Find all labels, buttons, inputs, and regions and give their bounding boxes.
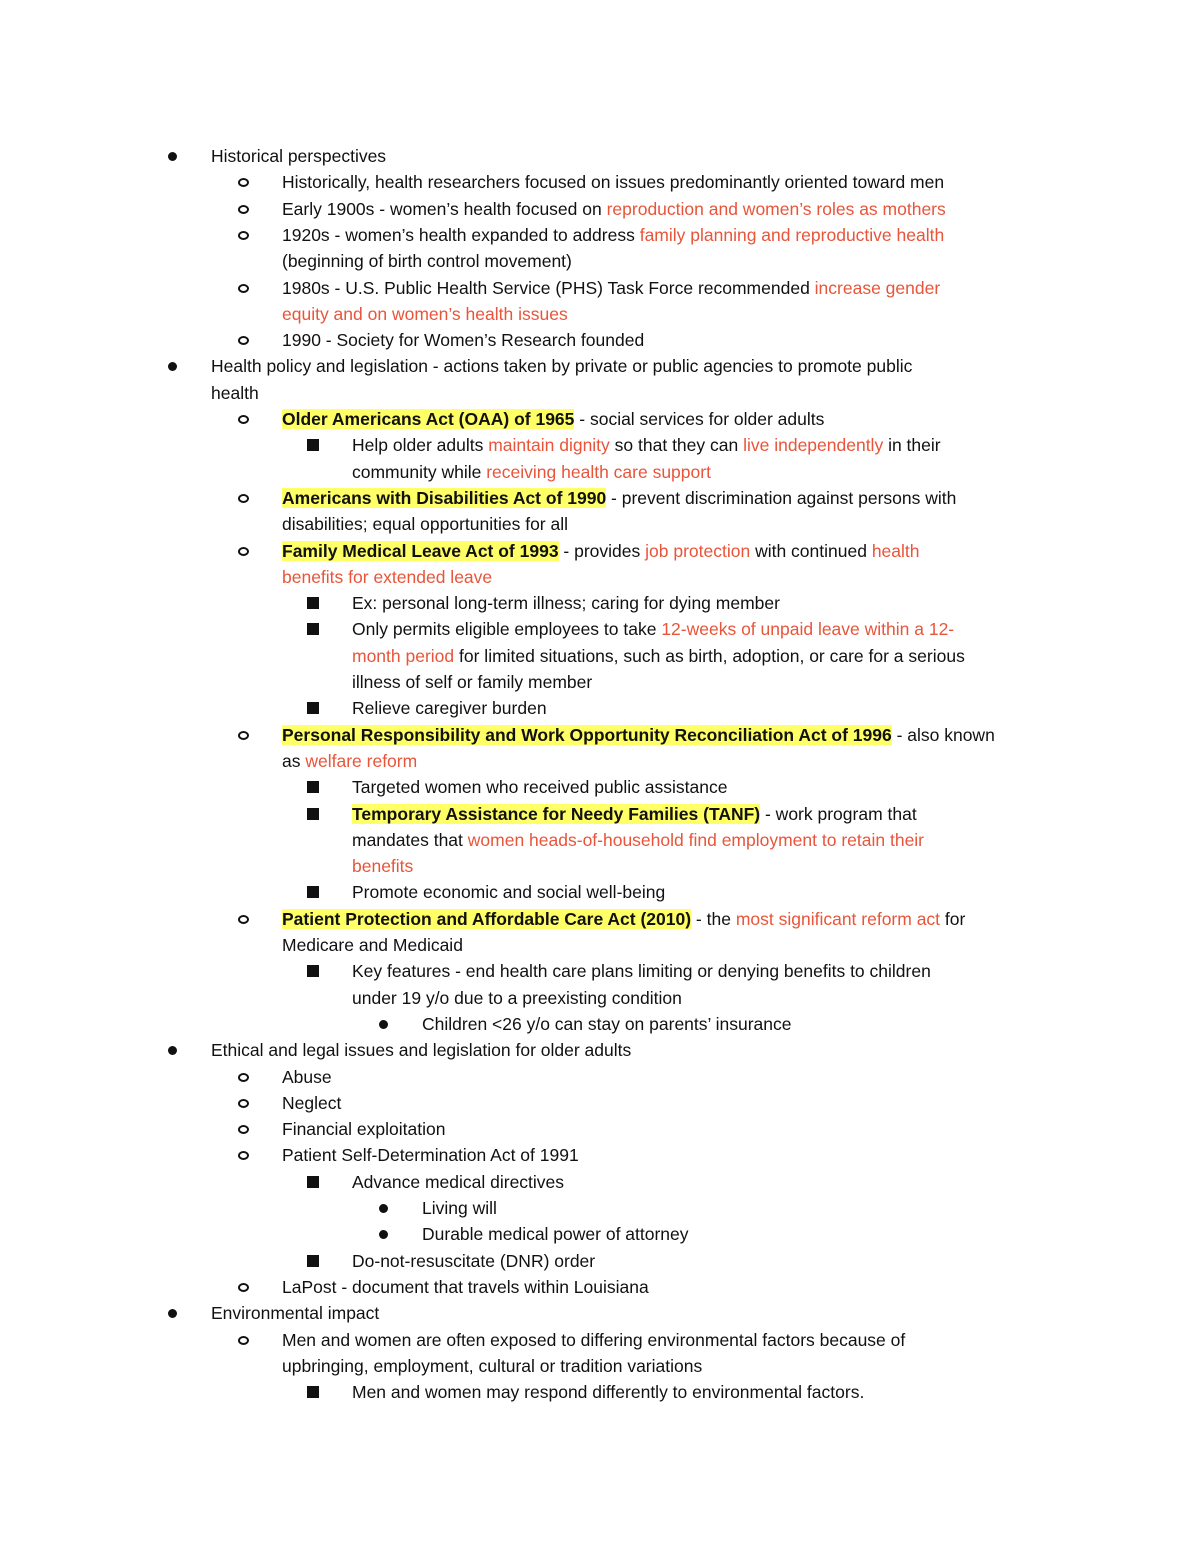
text-segment: 1990 - Society for Women’s Research founded (282, 330, 645, 350)
emphasis-text: live independently (743, 435, 884, 455)
text-segment: - social services for older adults (574, 409, 825, 429)
outline-line (0, 1169, 1160, 1195)
emphasis-text: receiving health care support (486, 462, 711, 482)
outline-text (282, 1327, 905, 1353)
outline-line (0, 1090, 1160, 1116)
outline-line (0, 459, 1160, 485)
emphasis-text: benefits (352, 856, 414, 876)
outline-line (0, 616, 1160, 642)
outline-line (0, 853, 1160, 879)
outline-text (282, 1142, 579, 1168)
text-segment: Neglect (282, 1093, 342, 1113)
text-segment: under 19 y/o due to a preexisting condition (352, 988, 682, 1008)
outline-line (0, 1221, 1160, 1247)
bullet-ring-icon (234, 1274, 252, 1300)
text-segment: Durable medical power of attorney (422, 1224, 689, 1244)
outline-text (211, 380, 259, 406)
outline-line (0, 432, 1160, 458)
emphasis-text: most significant reform act (735, 909, 941, 929)
outline-line (0, 695, 1160, 721)
outline-line (0, 327, 1160, 353)
bullet-dot-icon (374, 1221, 392, 1247)
text-segment: Only permits eligible employees to take (352, 619, 662, 639)
outline-text (352, 985, 682, 1011)
text-segment: - work program that (760, 804, 917, 824)
highlighted-term: Americans with Disabilities Act of 1990 (282, 488, 607, 508)
emphasis-text: equity and on women’s health issues (282, 304, 568, 324)
outline-text (352, 616, 954, 642)
text-segment: Children <26 y/o can stay on parents’ insurance (422, 1014, 792, 1034)
text-segment: Men and women may respond differently to environmental factors. (352, 1382, 865, 1402)
outline-line (0, 1064, 1160, 1090)
outline-text (282, 327, 644, 353)
outline-text (282, 169, 944, 195)
text-segment: Abuse (282, 1067, 332, 1087)
text-segment: Patient Self-Determination Act of 1991 (282, 1145, 579, 1165)
text-segment: Health policy and legislation - actions taken by private or public agencies to promote public (211, 356, 913, 376)
bullet-square-icon (304, 801, 322, 827)
bullet-square-icon (304, 1379, 322, 1405)
text-segment: Historically, health researchers focused on issues predominantly oriented toward men (282, 172, 945, 192)
outline-line (0, 1142, 1160, 1168)
emphasis-text: benefits for extended leave (282, 567, 493, 587)
outline-line (0, 222, 1160, 248)
emphasis-text: maintain dignity (488, 435, 610, 455)
outline-line (0, 827, 1160, 853)
outline-line (0, 958, 1160, 984)
outline-text (352, 695, 547, 721)
emphasis-text: job protection (645, 541, 751, 561)
outline-text (282, 1353, 702, 1379)
outline-text (352, 1169, 564, 1195)
bullet-dot-icon (163, 1037, 181, 1063)
outline-text (211, 1300, 379, 1326)
bullet-ring-icon (234, 485, 252, 511)
outline-text (352, 1248, 595, 1274)
text-segment: 1920s - women’s health expanded to address (282, 225, 640, 245)
text-segment: community while (352, 462, 487, 482)
text-segment: Medicare and Medicaid (282, 935, 463, 955)
outline-text (282, 538, 920, 564)
outline-text (211, 143, 386, 169)
text-segment: for limited situations, such as birth, adoption, or care for a serious (454, 646, 965, 666)
bullet-dot-icon (374, 1011, 392, 1037)
bullet-ring-icon (234, 1142, 252, 1168)
text-segment: for (940, 909, 966, 929)
outline-line (0, 1037, 1160, 1063)
text-segment: - prevent discrimination against persons with (606, 488, 957, 508)
bullet-dot-icon (163, 353, 181, 379)
outline-line (0, 1011, 1160, 1037)
outline-text (282, 1274, 649, 1300)
outline-text (211, 353, 912, 379)
emphasis-text: reproduction and women’s roles as mothers (606, 199, 946, 219)
text-segment: Do-not-resuscitate (DNR) order (352, 1251, 596, 1271)
bullet-ring-icon (234, 1116, 252, 1142)
outline-line (0, 511, 1160, 537)
outline-line (0, 1353, 1160, 1379)
outline-text (282, 1090, 341, 1116)
outline-text (282, 406, 824, 432)
outline-line (0, 538, 1160, 564)
outline-text (282, 722, 995, 748)
outline-line (0, 590, 1160, 616)
outline-text (282, 301, 568, 327)
bullet-ring-icon (234, 196, 252, 222)
outline-text (352, 1379, 864, 1405)
outline-line (0, 1274, 1160, 1300)
outline-line (0, 353, 1160, 379)
outline-text (352, 590, 780, 616)
outline-text (352, 853, 413, 879)
emphasis-text: increase gender (814, 278, 941, 298)
bullet-square-icon (304, 1169, 322, 1195)
bullet-dot-icon (163, 1300, 181, 1326)
outline-line (0, 169, 1160, 195)
outline-text (282, 196, 946, 222)
highlighted-term: Personal Responsibility and Work Opportunity Reconciliation Act of 1996 (282, 725, 892, 745)
emphasis-text: month period (352, 646, 455, 666)
highlighted-term: Older Americans Act (OAA) of 1965 (282, 409, 575, 429)
outline-text (422, 1221, 689, 1247)
outline-text (352, 801, 917, 827)
text-segment: LaPost - document that travels within Louisiana (282, 1277, 649, 1297)
outline-line (0, 248, 1160, 274)
outline-line (0, 1327, 1160, 1353)
outline-line (0, 196, 1160, 222)
outline-text (352, 958, 931, 984)
outline-line (0, 748, 1160, 774)
bullet-ring-icon (234, 406, 252, 432)
outline-line (0, 143, 1160, 169)
emphasis-text: 12-weeks of unpaid leave within a 12- (661, 619, 955, 639)
outline-line (0, 722, 1160, 748)
text-segment: Promote economic and social well-being (352, 882, 666, 902)
outline-line (0, 774, 1160, 800)
outline-line (0, 643, 1160, 669)
outline-text (282, 222, 944, 248)
bullet-square-icon (304, 1248, 322, 1274)
text-segment: Financial exploitation (282, 1119, 446, 1139)
bullet-square-icon (304, 774, 322, 800)
outline-line (0, 1116, 1160, 1142)
outline-text (282, 248, 572, 274)
text-segment: - provides (558, 541, 646, 561)
bullet-ring-icon (234, 1327, 252, 1353)
bullet-square-icon (304, 432, 322, 458)
outline-text (282, 485, 956, 511)
text-segment: - the (691, 909, 736, 929)
text-segment: so that they can (609, 435, 744, 455)
bullet-ring-icon (234, 538, 252, 564)
bullet-square-icon (304, 616, 322, 642)
bullet-ring-icon (234, 906, 252, 932)
outline-text (282, 511, 568, 537)
highlighted-term: Family Medical Leave Act of 1993 (282, 541, 559, 561)
bullet-ring-icon (234, 327, 252, 353)
outline-text (352, 643, 965, 669)
text-segment: as (282, 751, 306, 771)
outline-line (0, 380, 1160, 406)
outline-text (282, 1064, 332, 1090)
bullet-square-icon (304, 695, 322, 721)
outline-text (282, 275, 940, 301)
outline-line (0, 985, 1160, 1011)
text-segment: with continued (750, 541, 872, 561)
highlighted-term: Temporary Assistance for Needy Families (TANF) (352, 804, 761, 824)
outline-line (0, 564, 1160, 590)
outline-text (282, 564, 492, 590)
emphasis-text: health (871, 541, 920, 561)
emphasis-text: welfare reform (305, 751, 418, 771)
outline-line (0, 906, 1160, 932)
bullet-square-icon (304, 958, 322, 984)
outline-text (352, 879, 665, 905)
text-segment: health (211, 383, 259, 403)
bullet-ring-icon (234, 275, 252, 301)
bullet-dot-icon (163, 143, 181, 169)
text-segment: Early 1900s - women’s health focused on (282, 199, 607, 219)
emphasis-text: family planning and reproductive health (639, 225, 945, 245)
highlighted-term: Patient Protection and Affordable Care Act (2010) (282, 909, 692, 929)
outline-text (352, 827, 924, 853)
text-segment: 1980s - U.S. Public Health Service (PHS) Task Force recommended (282, 278, 815, 298)
outline-line (0, 275, 1160, 301)
outline-text (211, 1037, 631, 1063)
bullet-ring-icon (234, 169, 252, 195)
text-segment: Help older adults (352, 435, 489, 455)
text-segment: in their (883, 435, 941, 455)
outline-text (282, 748, 417, 774)
outline-line (0, 1248, 1160, 1274)
outline-line (0, 932, 1160, 958)
text-segment: upbringing, employment, cultural or tradition variations (282, 1356, 703, 1376)
outline-text (422, 1011, 792, 1037)
text-segment: Relieve caregiver burden (352, 698, 547, 718)
outline-text (282, 906, 965, 932)
outline-line (0, 1195, 1160, 1221)
bullet-square-icon (304, 590, 322, 616)
text-segment: - also known (891, 725, 995, 745)
bullet-ring-icon (234, 1090, 252, 1116)
bullet-dot-icon (374, 1195, 392, 1221)
emphasis-text: women heads-of-household find employment to retain their (467, 830, 925, 850)
outline-line (0, 669, 1160, 695)
bullet-ring-icon (234, 1064, 252, 1090)
text-segment: Environmental impact (211, 1303, 380, 1323)
outline-text (352, 432, 941, 458)
text-segment: Men and women are often exposed to differing environmental factors because of (282, 1330, 906, 1350)
bullet-ring-icon (234, 222, 252, 248)
outline-line (0, 406, 1160, 432)
bullet-ring-icon (234, 722, 252, 748)
text-segment: disabilities; equal opportunities for all (282, 514, 568, 534)
text-segment: (beginning of birth control movement) (282, 251, 572, 271)
text-segment: Targeted women who received public assistance (352, 777, 728, 797)
text-segment: illness of self or family member (352, 672, 593, 692)
bullet-square-icon (304, 879, 322, 905)
outline-text (352, 669, 592, 695)
outline-line (0, 879, 1160, 905)
text-segment: Ethical and legal issues and legislation for older adults (211, 1040, 632, 1060)
outline-line (0, 485, 1160, 511)
text-segment: Historical perspectives (211, 146, 387, 166)
outline-line (0, 1379, 1160, 1405)
outline-text (352, 459, 711, 485)
outline-line (0, 301, 1160, 327)
outline-text (352, 774, 727, 800)
outline-line (0, 1300, 1160, 1326)
text-segment: mandates that (352, 830, 468, 850)
outline-text (282, 932, 463, 958)
outline-text (422, 1195, 497, 1221)
text-segment: Living will (422, 1198, 497, 1218)
text-segment: Key features - end health care plans limiting or denying benefits to children (352, 961, 931, 981)
outline-line (0, 801, 1160, 827)
text-segment: Advance medical directives (352, 1172, 565, 1192)
outline-text (282, 1116, 445, 1142)
text-segment: Ex: personal long-term illness; caring for dying member (352, 593, 780, 613)
